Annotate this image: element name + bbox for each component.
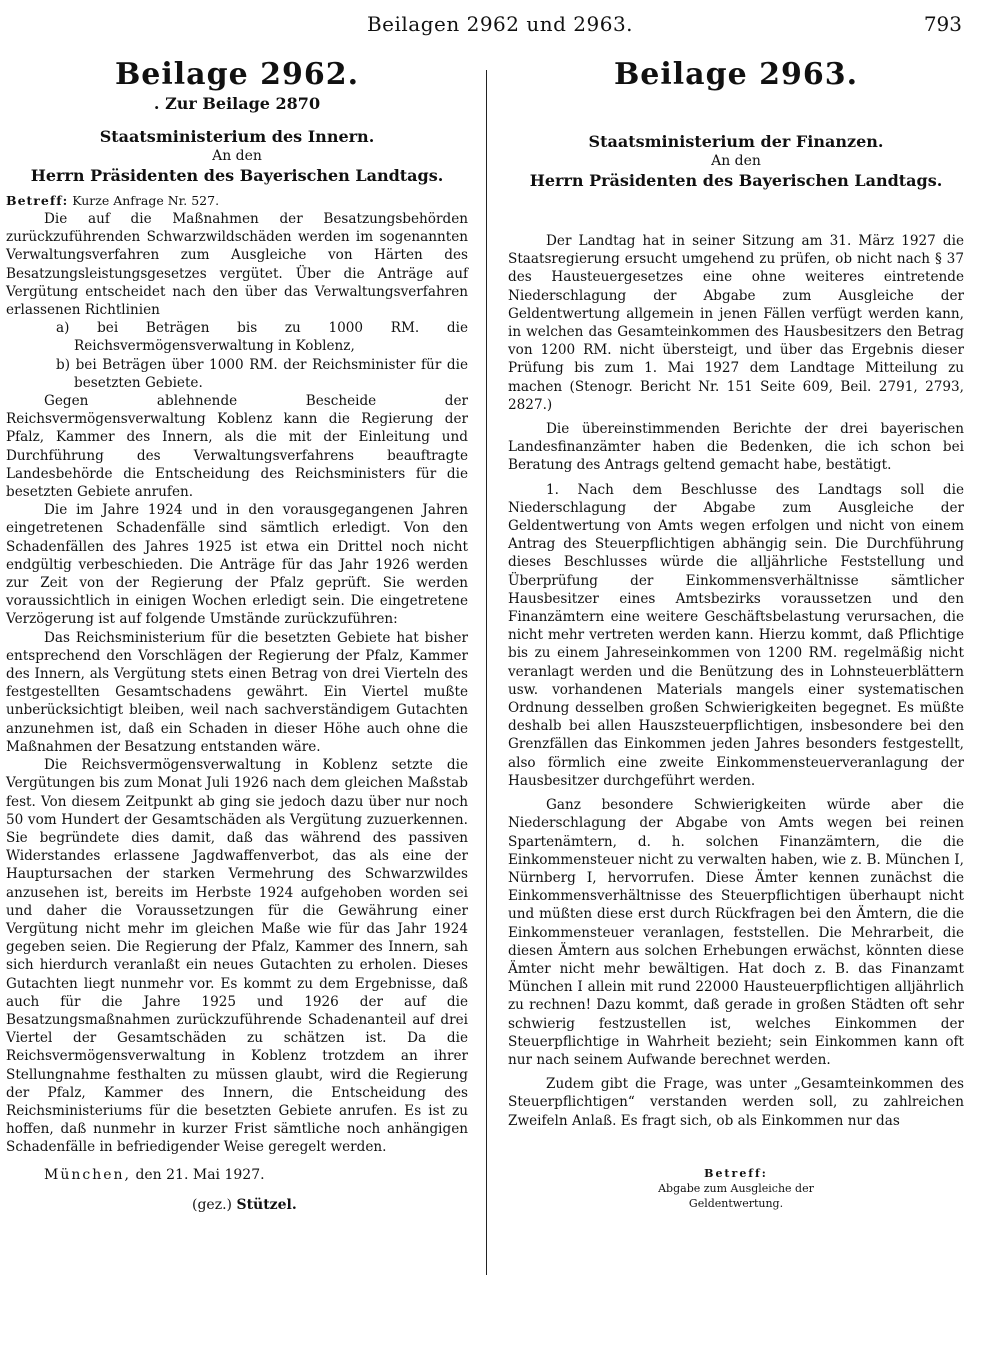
left-ministry: Staatsministerium des Innern. — [99, 127, 375, 146]
column-divider — [486, 70, 487, 1275]
left-subreference: . Zur Beilage 2870 — [153, 94, 321, 113]
right-paragraph-2: Die übereinstimmenden Berichte der drei bayerischen Landesfinanzämter haben die Bedenken, die ich schon bei Beratung des Antrags geltend gemacht habe, bestätigt. — [508, 421, 964, 474]
footer-betreff-text: Abgabe zum Ausgleiche der Geldentwertung. — [658, 1181, 814, 1210]
right-paragraph-4: Ganz besondere Schwierigkeiten würde aber die Niederschlagung der Abgabe von Amts wegen bei reinen Spartenämtern, d. h. solchen Finanzämtern, die die Einkommensteuer nicht zu verwalten haben, wie z. B. München I, Nürnberg I, hervorrufen. Diese Ämter kennen zunächst die Einkommensverhältnisse des Steuerpflichtigen überhaupt nicht und müßten diese erst durch Rückfragen bei den Ämtern, die die Einkommensteuer veranlagen, feststellen. Die Mehrarbeit, die diesen Ämtern aus solchen Erhebungen erwächst, könnten diese Ämter nicht mehr bewältigen. Hat doch z. B. das Finanzamt München I allein mit rund 22000 Hausteuerpflichtigen alljährlich zu rechnen! Dazu kommt, daß gerade in großen Städten oft sehr schwierig festzustellen ist, welches Einkommen der Steuerpflichtige in Wahrheit bezieht; sein Einkommen kann oft nur nach seinem Aufwande berechnet werden. — [508, 797, 964, 1068]
right-footer-betreff — [508, 1166, 964, 1211]
page-number: 793 — [923, 12, 962, 36]
right-paragraph-3: 1. Nach dem Beschlusse des Landtags soll die Niederschlagung der Abgabe zum Ausgleiche der Geldentwertung von Amts wegen erfolgen und nicht von einem Antrag des Steuerpflichtigen abhängig sein. Die Durchführung dieses Beschlusses würde die alljährliche Feststellung und Überprüfung der Einkommensverhältnisse sämtlicher Hausbesitzer eines Amtsbezirks voraussetzen und den Finanzämtern eine weitere Geschäftsbelastung verursachen, die nicht mehr vertreten werden kann. Hierzu kommt, daß Pflichtige bis zu einem Jahreseinkommen von 1200 RM. regelmäßig nicht veranlagt werden und die Benützung des in Lohnsteuerblättern usw. vorhandenen Materials mangels einer systematischen Ordnung desselben großen Schwierigkeiten begegnet. Es müßte deshalb bei allen Hauszsteuerpflichtigen, insbesondere bei den Grenzfällen das Einkommen jeden Jahres besonders festgestellt, also förmlich eine zweite Einkommensteuerveranlagung der Hausbesitzer durchgeführt werden. — [508, 481, 964, 789]
left-an-den: An den — [212, 148, 262, 164]
left-list-item-b: b) bei Beträgen über 1000 RM. der Reichsminister für die besetzten Gebiete. — [56, 356, 468, 391]
footer-betreff-label: Betreff: — [704, 1166, 768, 1180]
right-heading: Beilage 2963. — [613, 57, 859, 92]
right-column — [508, 58, 964, 1211]
signature-gez: (gez.) — [192, 1196, 232, 1213]
place-date-line — [44, 1167, 468, 1183]
signature-city: München, — [44, 1166, 131, 1183]
left-paragraph-3: Die im Jahre 1924 und in den vorausgegangenen Jahren eingetretenen Schadenfälle sind sämtlich erledigt. Von den Schadenfällen des Jahres 1925 ist etwa ein Drittel noch nicht endgültig verbeschieden. Die Anträge für das Jahr 1926 werden zur Zeit von der Regierung der Pfalz geprüft. Sie werden voraussichtlich in einigen Wochen erledigt sein. Die eingetretene Verzögerung ist auf folgende Umstände zurückzuführen: — [6, 502, 468, 628]
left-body — [6, 210, 468, 1157]
left-column — [6, 58, 468, 1213]
signature-date: den 21. Mai 1927. — [135, 1166, 265, 1183]
running-title: Beilagen 2962 und 2963. — [366, 12, 634, 36]
signature-name: Stützel. — [236, 1196, 297, 1213]
left-betreff — [6, 193, 468, 208]
right-an-den: An den — [711, 153, 761, 169]
left-paragraph-2: Gegen ablehnende Bescheide der Reichsvermögensverwaltung Koblenz kann die Regierung der Pfalz, Kammer des Innern, als die mit der Einleitung und Durchführung des Verwaltungsverfahrens beauftragte Landesbehörde die Entscheidung des Reichsministers für die besetzten Gebiete anrufen. — [6, 393, 468, 501]
betreff-text: Kurze Anfrage Nr. 527. — [72, 193, 220, 208]
betreff-label: Betreff: — [6, 193, 69, 208]
running-head — [0, 12, 1000, 42]
right-paragraph-5: Zudem gibt die Frage, was unter „Gesamteinkommen des Steuerpflichtigen“ verstanden werden soll, zu zahlreichen Zweifeln Anlaß. Es fragt sich, ob als Einkommen nur das — [508, 1076, 964, 1129]
left-recipient: Herrn Präsidenten des Bayerischen Landtags. — [30, 166, 444, 185]
right-ministry: Staatsministerium der Finanzen. — [588, 132, 884, 151]
signature — [192, 1197, 468, 1213]
right-paragraph-1: Der Landtag hat in seiner Sitzung am 31. März 1927 die Staatsregierung ersucht umgehend zu prüfen, ob nicht nach § 37 des Hausteuergesetzes eine ohne weiteres eintretende Niederschlagung der Abgabe zum Ausgleiche der Geldentwertung allgemein in jenen Fällen verfügt werden kann, in welchen das Gesamteinkommen des Hausbesitzers den Betrag von 1200 RM. nicht übersteigt, und über das Ergebnis dieser Prüfung bis zum 1. Mai 1927 dem Landtage Mitteilung zu machen (Stenogr. Bericht Nr. 151 Seite 609, Beil. 2791, 2793, 2827.) — [508, 233, 964, 413]
right-body — [508, 232, 964, 1130]
left-list-item-a: a) bei Beträgen bis zu 1000 RM. die Reichsvermögensverwaltung in Koblenz, — [56, 320, 468, 355]
right-recipient: Herrn Präsidenten des Bayerischen Landtags. — [529, 171, 943, 190]
left-paragraph-4: Das Reichsministerium für die besetzten Gebiete hat bisher entsprechend den Vorschlägen der Regierung der Pfalz, Kammer des Innern, als Vergütung stets einen Betrag von drei Vierteln des festgestellten Gesamtschadens gewährt. Ein Viertel mußte unberücksichtigt bleiben, weil nach sachverständigem Gutachten anzunehmen ist, daß ein Schaden in dieser Höhe auch ohne die Maßnahmen der Besatzung entstanden wäre. — [6, 629, 468, 755]
left-paragraph-5: Die Reichsvermögensverwaltung in Koblenz setzte die Vergütungen bis zum Monat Juli 1926 nach dem gleichen Maßstab fest. Von diesem Zeitpunkt ab ging sie jedoch dazu über nur noch 50 vom Hundert der Gesamtschäden als Vergütung zuzuerkennen. Sie begründete dies damit, daß das während des passiven Widerstandes erlassene Jagdwaffenverbot, das als eine der Hauptursachen der starken Vermehrung des Schwarzwildes anzusehen ist, bereits im Herbste 1924 aufgehoben worden sei und daher die Voraussetzungen für die Gewährung einer Vergütung nicht mehr im gleichen Maße wie für das Jahr 1924 gegeben seien. Die Regierung der Pfalz, Kammer des Innern, sah sich hierdurch veranlaßt ein neues Gutachten zu erholen. Dieses Gutachten liegt nunmehr vor. Es kommt zu dem Ergebnisse, daß auch für die Jahre 1925 und 1926 der auf die Besatzungsmaßnahmen zurückzuführende Schadenanteil auf drei Viertel der Gesamtschäden zu schätzen ist. Da die Reichsvermögensverwaltung in Koblenz trotzdem an ihrer Stellungnahme festhalten zu müssen glaubt, wird die Regierung der Pfalz, Kammer des Innern, die Entscheidung des Reichsministeriums für die besetzten Gebiete anrufen. Es ist zu hoffen, daß nunmehr in kurzer Frist sämtliche noch anhängigen Schadenfälle in befriedigender Weise geregelt werden. — [6, 757, 468, 1156]
left-paragraph-1: Die auf die Maßnahmen der Besatzungsbehörden zurückzuführenden Schwarzwildschäden werden im sogenannten Verwaltungsverfahren zum Ausgleiche von Härten des Besatzungsleistungsgesetzes vergütet. Über die Anträge auf Vergütung entscheidet nach den über das Verwaltungsverfahren erlassenen Richtlinien — [6, 211, 468, 319]
left-heading: Beilage 2962. — [114, 57, 360, 92]
